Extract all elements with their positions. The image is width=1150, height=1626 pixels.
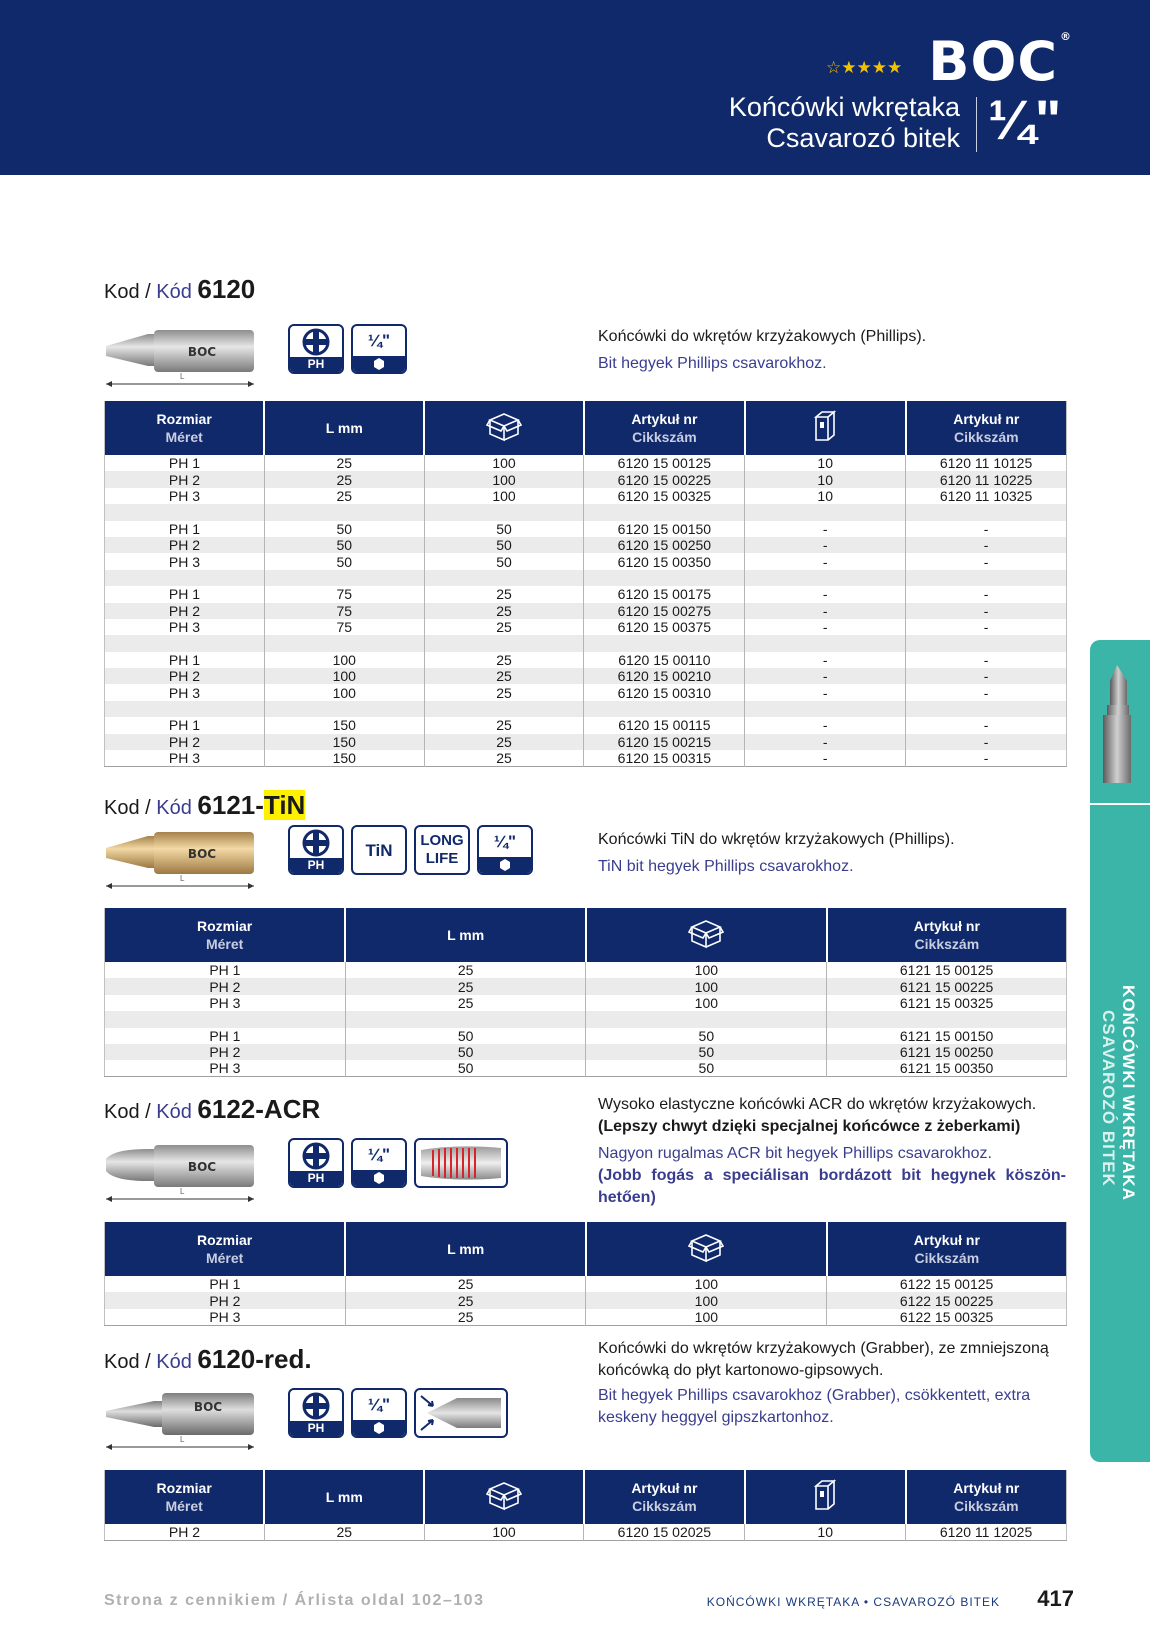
table-row (105, 995, 1067, 1011)
col-length: L mm (345, 908, 586, 962)
table-cell (906, 701, 1067, 717)
table-row (105, 1309, 1067, 1326)
svg-text:BOC: BOC (187, 345, 217, 359)
table-cell: 25 (424, 586, 584, 602)
table-cell: - (745, 537, 906, 553)
table-cell: PH 2 (105, 1524, 265, 1541)
table-cell: PH 1 (105, 717, 265, 733)
table-cell: 25 (345, 1276, 586, 1292)
table-cell (906, 570, 1067, 586)
table-cell: PH 3 (105, 995, 346, 1011)
table-cell: - (745, 668, 906, 684)
table-cell (424, 635, 584, 651)
box-icon (486, 410, 522, 442)
table-cell: 100 (586, 962, 827, 978)
table-cell: 6120 11 10325 (906, 488, 1067, 504)
grabber-tip-icon (417, 1392, 505, 1434)
col-size: Rozmiar Méret (105, 1470, 265, 1524)
table-cell: 6121 15 00225 (827, 978, 1067, 994)
table-cell: 50 (424, 521, 584, 537)
table-cell: 100 (424, 488, 584, 504)
table-cell: 25 (264, 455, 424, 471)
bit-image-6120-red (104, 1385, 260, 1457)
svg-text:L: L (180, 874, 185, 883)
table-cell: PH 2 (105, 978, 346, 994)
table-cell: PH 1 (105, 1028, 346, 1044)
table-cell: 75 (264, 586, 424, 602)
table-cell (345, 1011, 586, 1027)
table-cell (584, 504, 745, 520)
table-cell: PH 1 (105, 586, 265, 602)
section-code-6120: Kod / Kód 6120 (104, 274, 256, 304)
table-cell: 50 (424, 553, 584, 569)
table-row (105, 978, 1067, 994)
table-row (105, 521, 1067, 537)
table-cell: 100 (586, 1309, 827, 1326)
bit-thumbnail-icon (1100, 665, 1134, 783)
table-cell: PH 2 (105, 668, 265, 684)
table-cell: 25 (345, 1292, 586, 1308)
col-pack (424, 1470, 584, 1524)
table-cell: - (745, 553, 906, 569)
table-row (105, 537, 1067, 553)
table-cell: 100 (424, 471, 584, 487)
svg-text:BOC: BOC (187, 847, 217, 861)
col-size: Rozmiar Méret (105, 1222, 346, 1276)
table-cell: 25 (424, 734, 584, 750)
table-cell: 100 (264, 684, 424, 700)
table-cell: 6121 15 00150 (827, 1028, 1067, 1044)
table-cell: 50 (264, 553, 424, 569)
table-cell: - (745, 684, 906, 700)
col-article-2: Artykuł nr Cikkszám (906, 401, 1067, 455)
table-cell: 10 (745, 488, 906, 504)
table-cell: 100 (586, 1292, 827, 1308)
table-cell: 25 (264, 488, 424, 504)
table-cell: PH 1 (105, 1276, 346, 1292)
table-cell: 75 (264, 603, 424, 619)
table-cell: - (745, 717, 906, 733)
col-article: Artykuł nr Cikkszám (584, 1470, 745, 1524)
col-pack-2 (745, 401, 906, 455)
tin-badge: TiN (351, 825, 407, 875)
table-cell: PH 1 (105, 652, 265, 668)
footer-price-list-reference: Strona z cennikiem / Árlista oldal 102–103 (104, 1592, 485, 1609)
table-row (105, 619, 1067, 635)
table-cell: 6122 15 00325 (827, 1309, 1067, 1326)
hex-drive-icon (373, 1172, 385, 1184)
table-cell: 50 (345, 1028, 586, 1044)
table-cell: 25 (424, 750, 584, 767)
description-6122: Wysoko elastyczne końcówki ACR do wkrętów krzyżakowych. (Lepszy chwyt dzięki specjalnej końcówce z żeberkami) Nagyon rugalmas ACR bit hegyek Phillips csavarokhoz. (Jobb fogás a speciálisan bordázott bit hegynek köszönhetően) (598, 1096, 1066, 1206)
grabber-tip-badge (414, 1388, 508, 1438)
product-table-6122 (104, 1222, 1067, 1326)
ph-badge: PH (288, 324, 344, 374)
table-cell: 6121 15 00250 (827, 1044, 1067, 1060)
col-size: Rozmiar Méret (105, 401, 265, 455)
table-cell (264, 504, 424, 520)
svg-text:L: L (180, 1187, 185, 1196)
rating-stars: ☆★★★★ (826, 58, 903, 77)
table-cell (264, 701, 424, 717)
table-cell: PH 2 (105, 734, 265, 750)
col-length: L mm (264, 1470, 424, 1524)
table-row (105, 734, 1067, 750)
single-box-icon (812, 409, 838, 443)
table-cell: PH 2 (105, 471, 265, 487)
table-cell: 6120 15 02025 (584, 1524, 745, 1541)
svg-text:BOC: BOC (193, 1400, 223, 1414)
table-cell: 6120 11 10225 (906, 471, 1067, 487)
long-life-badge: LONG LIFE (414, 825, 470, 875)
ph-badge: PH (288, 1388, 344, 1438)
table-cell: 25 (345, 995, 586, 1011)
table-cell: 6120 15 00310 (584, 684, 745, 700)
table-cell: - (745, 619, 906, 635)
page-header (0, 0, 1150, 175)
col-article: Artykuł nr Cikkszám (827, 908, 1067, 962)
table-row (105, 701, 1067, 717)
table-cell: - (906, 603, 1067, 619)
table-cell: 6121 15 00325 (827, 995, 1067, 1011)
table-cell: 6120 15 00210 (584, 668, 745, 684)
table-cell: - (906, 717, 1067, 733)
table-cell: 150 (264, 750, 424, 767)
table-cell: PH 2 (105, 603, 265, 619)
col-article-2: Artykuł nr Cikkszám (906, 1470, 1067, 1524)
table-row (105, 668, 1067, 684)
table-cell: 100 (586, 978, 827, 994)
table-cell: 6120 15 00125 (584, 455, 745, 471)
table-cell: 6120 15 00325 (584, 488, 745, 504)
table-cell: - (745, 750, 906, 767)
title-separator (976, 97, 977, 152)
page-number: 417 (1037, 1586, 1074, 1611)
table-row (105, 455, 1067, 471)
description-6120-red: Końcówki do wkrętów krzyżakowych (Grabber), ze zmniejszoną końcówką do płyt kartonowo-gipsowych. Bit hegyek Phillips csavarokhoz (Grabber), csökkentett, extra keskeny heggyel gipszkartonhoz. (598, 1340, 1049, 1426)
table-cell: 50 (264, 521, 424, 537)
side-tab-text-hu: CSAVAROZÓ BITEK (1099, 1010, 1118, 1187)
hex-drive-icon (373, 1422, 385, 1434)
table-cell: 6120 15 00275 (584, 603, 745, 619)
table-cell: - (906, 586, 1067, 602)
table-cell: 100 (586, 1276, 827, 1292)
table-cell: 50 (264, 537, 424, 553)
table-cell: 6120 15 00225 (584, 471, 745, 487)
table-cell: PH 3 (105, 488, 265, 504)
ph-badge: PH (288, 825, 344, 875)
col-length: L mm (264, 401, 424, 455)
table-cell: PH 2 (105, 1292, 346, 1308)
table-cell: 25 (424, 652, 584, 668)
table-cell: PH 3 (105, 553, 265, 569)
table-cell: 10 (745, 455, 906, 471)
side-tab-divider (1090, 803, 1150, 805)
table-cell (424, 701, 584, 717)
bit-image-6122 (104, 1137, 260, 1209)
table-cell (906, 635, 1067, 651)
table-row (105, 553, 1067, 569)
table-row (105, 1524, 1067, 1541)
table-cell: - (745, 734, 906, 750)
bit-image-6121 (104, 824, 260, 896)
table-cell: 50 (586, 1060, 827, 1077)
description-6120: Końcówki do wkrętów krzyżakowych (Phillips). Bit hegyek Phillips csavarokhoz. (598, 328, 927, 372)
table-cell (745, 701, 906, 717)
table-cell: 25 (264, 471, 424, 487)
table-row (105, 717, 1067, 733)
table-cell: - (906, 521, 1067, 537)
icons-6121 (288, 825, 533, 875)
table-cell: - (906, 537, 1067, 553)
phillips-cross-icon (301, 828, 331, 858)
table-row (105, 603, 1067, 619)
table-row (105, 1028, 1067, 1044)
col-pack (586, 1222, 827, 1276)
table-cell: PH 3 (105, 1060, 346, 1077)
table-row (105, 684, 1067, 700)
table-cell: 150 (264, 717, 424, 733)
table-cell: - (745, 603, 906, 619)
single-box-icon (812, 1478, 838, 1512)
table-cell: 6120 11 12025 (906, 1524, 1067, 1541)
table-cell: - (906, 619, 1067, 635)
table-row (105, 1276, 1067, 1292)
hex-drive-icon (373, 358, 385, 370)
table-cell: PH 1 (105, 521, 265, 537)
table-cell: 6122 15 00225 (827, 1292, 1067, 1308)
table-cell: - (906, 553, 1067, 569)
table-row (105, 471, 1067, 487)
product-table-6121 (104, 908, 1067, 1077)
phillips-cross-icon (301, 1391, 331, 1421)
ph-badge: PH (288, 1138, 344, 1188)
table-cell (264, 635, 424, 651)
table-cell: PH 2 (105, 537, 265, 553)
table-cell: - (745, 652, 906, 668)
table-cell: 25 (424, 684, 584, 700)
table-cell: 10 (745, 1524, 906, 1541)
phillips-cross-icon (301, 327, 331, 357)
table-cell (584, 570, 745, 586)
title-hu: Csavarozó bitek (766, 123, 960, 153)
table-row (105, 962, 1067, 978)
table-cell (105, 1011, 346, 1027)
col-length: L mm (345, 1222, 586, 1276)
table-cell: PH 1 (105, 455, 265, 471)
drive-size: ¼" (988, 88, 1062, 151)
table-cell: 6120 15 00175 (584, 586, 745, 602)
quarter-inch-badge: ¼" (351, 1388, 407, 1438)
box-icon (688, 1231, 724, 1263)
acr-ribs-icon (417, 1142, 505, 1184)
table-cell: 50 (345, 1044, 586, 1060)
svg-text:L: L (180, 1435, 185, 1444)
quarter-inch-badge: ¼" (351, 324, 407, 374)
table-cell: 100 (264, 668, 424, 684)
table-cell: 25 (424, 668, 584, 684)
table-cell: 10 (745, 471, 906, 487)
icons-6120-red (288, 1388, 508, 1438)
table-cell (745, 635, 906, 651)
table-cell: - (906, 668, 1067, 684)
table-cell: 25 (345, 978, 586, 994)
boc-logo: BOC ® (928, 30, 1072, 93)
table-cell (586, 1011, 827, 1027)
table-cell: 6121 15 00125 (827, 962, 1067, 978)
product-table-6120 (104, 401, 1067, 767)
table-cell: - (745, 521, 906, 537)
table-cell: PH 3 (105, 1309, 346, 1326)
table-cell (584, 701, 745, 717)
icons-6120 (288, 324, 407, 374)
table-cell: - (906, 684, 1067, 700)
box-icon (486, 1479, 522, 1511)
table-cell: 100 (586, 995, 827, 1011)
table-cell: 25 (264, 1524, 424, 1541)
table-cell: 6120 15 00150 (584, 521, 745, 537)
table-cell: PH 2 (105, 1044, 346, 1060)
col-pack-2 (745, 1470, 906, 1524)
footer-section-name: KOŃCÓWKI WKRĘTAKA • CSAVAROZÓ BITEK (706, 1595, 1000, 1609)
acr-ribs-badge (414, 1138, 508, 1188)
table-cell: - (745, 586, 906, 602)
section-code-6120-red: Kod / Kód 6120-red. (104, 1344, 312, 1374)
bit-image-6120 (104, 322, 260, 394)
table-cell: 6120 15 00350 (584, 553, 745, 569)
table-cell: PH 3 (105, 684, 265, 700)
table-cell: 50 (345, 1060, 586, 1077)
side-tab-text-pl: KOŃCÓWKI WKRĘTAKA (1119, 985, 1138, 1201)
table-cell (264, 570, 424, 586)
col-article: Artykuł nr Cikkszám (827, 1222, 1067, 1276)
table-cell: PH 3 (105, 619, 265, 635)
table-cell (584, 635, 745, 651)
table-cell: 25 (424, 603, 584, 619)
table-cell: 25 (424, 619, 584, 635)
table-row (105, 1011, 1067, 1027)
table-cell: 50 (586, 1028, 827, 1044)
table-cell (745, 570, 906, 586)
hex-drive-icon (499, 859, 511, 871)
table-row (105, 652, 1067, 668)
col-size: Rozmiar Méret (105, 908, 346, 962)
table-cell: - (906, 734, 1067, 750)
table-cell: 6120 15 00250 (584, 537, 745, 553)
col-pack (424, 401, 584, 455)
phillips-cross-icon (301, 1141, 331, 1171)
table-cell: PH 3 (105, 750, 265, 767)
table-cell: 25 (345, 962, 586, 978)
table-cell (745, 504, 906, 520)
icons-6122 (288, 1138, 508, 1188)
table-row (105, 1060, 1067, 1077)
col-article: Artykuł nr Cikkszám (584, 401, 745, 455)
quarter-inch-badge: ¼" (351, 1138, 407, 1188)
svg-text:BOC: BOC (187, 1160, 217, 1174)
table-cell: 6120 11 10125 (906, 455, 1067, 471)
product-table-6120-red (104, 1470, 1067, 1541)
table-cell: 100 (424, 455, 584, 471)
table-cell (105, 504, 265, 520)
table-cell (906, 504, 1067, 520)
table-cell: PH 1 (105, 962, 346, 978)
table-cell (105, 701, 265, 717)
section-code-6121: Kod / Kód 6121-TiN (104, 790, 306, 820)
box-icon (688, 917, 724, 949)
table-cell: 6120 15 00115 (584, 717, 745, 733)
col-pack (586, 908, 827, 962)
table-cell (424, 570, 584, 586)
table-row (105, 504, 1067, 520)
table-cell: - (906, 652, 1067, 668)
table-cell: - (906, 750, 1067, 767)
table-cell: 6120 15 00215 (584, 734, 745, 750)
side-tab-label (1088, 985, 1148, 1285)
table-cell: 25 (345, 1309, 586, 1326)
table-cell: 50 (586, 1044, 827, 1060)
table-cell: 75 (264, 619, 424, 635)
title-pl: Końcówki wkrętaka (728, 92, 960, 122)
table-cell (827, 1011, 1067, 1027)
table-cell: 6121 15 00350 (827, 1060, 1067, 1077)
svg-text:L: L (180, 372, 185, 381)
description-6121: Końcówki TiN do wkrętów krzyżakowych (Phillips). TiN bit hegyek Phillips csavarokhoz. (598, 831, 955, 875)
table-cell: 6122 15 00125 (827, 1276, 1067, 1292)
table-cell: 6120 15 00110 (584, 652, 745, 668)
table-row (105, 750, 1067, 767)
table-row (105, 1044, 1067, 1060)
table-cell: 100 (424, 1524, 584, 1541)
table-row (105, 488, 1067, 504)
table-cell (424, 504, 584, 520)
table-cell: 100 (264, 652, 424, 668)
table-cell: 6120 15 00375 (584, 619, 745, 635)
table-row (105, 635, 1067, 651)
table-cell: 50 (424, 537, 584, 553)
quarter-inch-badge: ¼" (477, 825, 533, 875)
table-row (105, 586, 1067, 602)
table-cell: 150 (264, 734, 424, 750)
table-cell (105, 635, 265, 651)
table-cell: 25 (424, 717, 584, 733)
table-row (105, 1292, 1067, 1308)
table-cell: 6120 15 00315 (584, 750, 745, 767)
table-row (105, 570, 1067, 586)
table-cell (105, 570, 265, 586)
section-code-6122: Kod / Kód 6122-ACR (104, 1094, 321, 1124)
page-title (729, 92, 960, 154)
